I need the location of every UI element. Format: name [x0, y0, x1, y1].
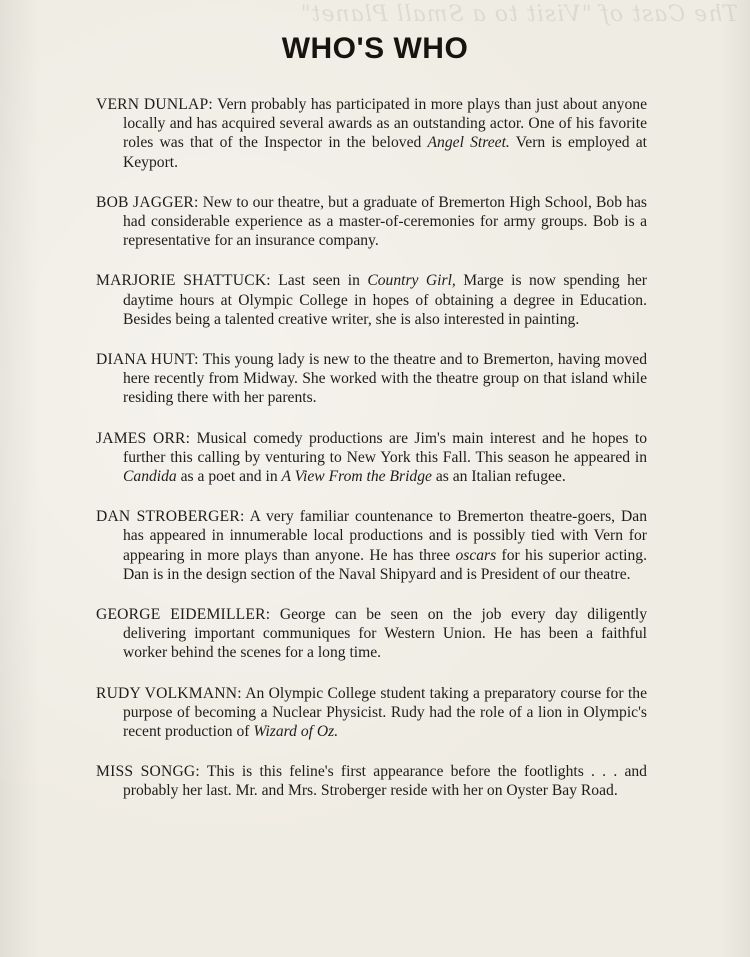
cast-name: MARJORIE SHATTUCK: [96, 272, 271, 290]
cast-name: VERN DUNLAP: [96, 96, 213, 113]
bio-text: A very familiar countenance to Bremerton theatre-goers, Dan has appeared in innumerable local productions and is possibly tied with Vern for appearing in more plays than anyone. He has three [123, 508, 647, 564]
bio-text: Musical comedy productions are Jim's main interest and he hopes to further this calling by venturing to New York this Fall. This season he appeared in [123, 429, 648, 466]
cast-entry-diana-hunt [96, 350, 647, 408]
cast-name: DAN STROBERGER: [96, 508, 245, 526]
cast-entry-marjorie-shattuck [96, 271, 647, 329]
bio-text: Last seen in [278, 272, 368, 290]
cast-name: JAMES ORR: [96, 429, 191, 447]
bio-text: Vern is employed at Keyport. [123, 134, 648, 171]
bio-text: for his superior acting. Dan is in the design section of the Naval Shipyard and is President of our theatre. [123, 546, 647, 583]
cast-name: DIANA HUNT: [96, 351, 199, 369]
cast-entry-bob-jagger [96, 193, 647, 251]
cast-entry-miss-songg [96, 762, 647, 800]
bio-text: Marge is now spending her daytime hours at Olympic College in hopes of obtaining a degree in Education. Besides being a talented creative writer, she is also interested in painting. [123, 272, 647, 328]
cast-entry-rudy-volkmann [96, 684, 647, 742]
bio-text: New to our theatre, but a graduate of Bremerton High School, Bob has had considerable experience as a master-of-ceremonies for army groups. Bob is a representative for an insurance company. [123, 193, 647, 250]
play-title: A View From the Bridge [281, 468, 432, 486]
cast-entry-vern-dunlap [96, 95, 647, 172]
cast-name: GEORGE EIDEMILLER: [96, 606, 271, 624]
cast-name: MISS SONGG: [96, 763, 200, 781]
cast-name: RUDY VOLKMANN: [96, 684, 242, 702]
emphasis-text: oscars [455, 546, 497, 564]
bio-text: George can be seen on the job every day diligently delivering important communiques for Western Union. He has been a faithful worker behind the scenes for a long time. [123, 606, 647, 662]
bio-text: as a poet and in [176, 468, 282, 486]
cast-entry-james-orr [96, 429, 647, 487]
show-through-text: The Cast of "Visit to a Small Planet" [299, 2, 738, 27]
page-title: WHO'S WHO [281, 32, 469, 65]
cast-list [96, 95, 647, 822]
play-title: Angel Street. [427, 134, 510, 152]
play-title: Wizard of Oz. [253, 723, 339, 741]
bio-text: An Olympic College student taking a preparatory course for the purpose of becoming a Nuclear Physicist. Rudy had the role of a lion in Olympic's recent production of [123, 684, 647, 741]
cast-name: BOB JAGGER: [96, 193, 199, 211]
bio-text: as an Italian refugee. [431, 468, 566, 486]
bio-text: This is this feline's first appearance before the footlights . . . and probably her last. Mr. and Mrs. Stroberger reside with her on Oyster Bay Road. [123, 763, 647, 800]
play-title: Country Girl, [367, 272, 456, 290]
cast-entry-dan-stroberger [96, 507, 647, 584]
bio-text: Vern probably has participated in more plays than just about anyone locally and has acquired several awards as an outstanding actor. One of his favorite roles was that of the Inspector in the beloved [123, 96, 647, 152]
cast-entry-george-eidemiller [96, 605, 647, 663]
bio-text: This young lady is new to the theatre and to Bremerton, having moved here recently from Midway. She worked with the theatre group on that island while residing there with her parents. [123, 351, 647, 407]
play-title: Candida [123, 468, 177, 486]
